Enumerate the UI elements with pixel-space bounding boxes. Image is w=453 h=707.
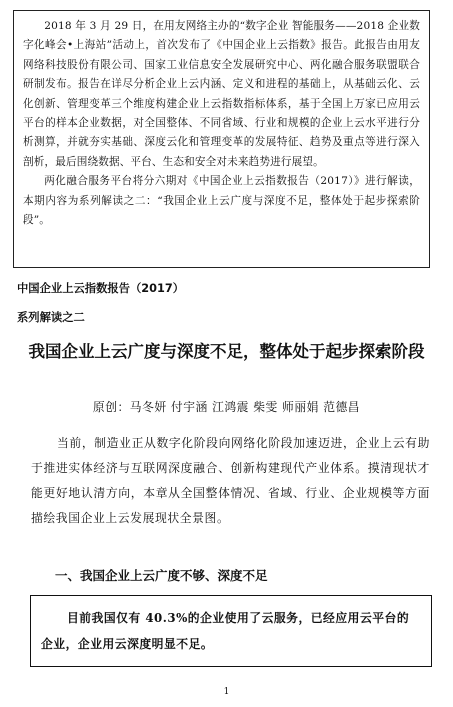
- article-title: 我国企业上云广度与深度不足，整体处于起步探索阶段: [28, 342, 425, 361]
- series-subtitle: 系列解读之二: [17, 311, 85, 324]
- intro-paragraph-2: 两化融合服务平台将分六期对《中国企业上云指数报告（2017）》进行解读，本期内容为系列解读之二：“我国企业上云广度与深度不足，整体处于起步探索阶段”。: [23, 175, 420, 227]
- intro-paragraph-1: 2018 年 3 月 29 日，在用友网络主办的“数字企业 智能服务——2018 企业数字化峰会•上海站”活动上，首次发布了《中国企业上云指数》报告。此报告由用友网络科技股份有限公司、国家工业信息安全发展研究中心、两化融合服务联盟联合研制发布。报告在详尽分析企业上云内涵、定义和进程的基础上，从基础云化、云化创新、管理变革三个维度构建企业上云指数指标体系，基于全国上万家已应用云平台的样本企业数据，对全国整体、不同省域、行业和规模的企业上云水平进行分析测算，并就夯实基础、深度云化和管理变革的发展特征、趋势及重点等进行深入剖析，最后围绕数据、平台、生态和安全对未来趋势进行展望。: [23, 20, 420, 168]
- section-heading: 一、我国企业上云广度不够、深度不足: [55, 568, 268, 583]
- page-number: 1: [223, 687, 230, 697]
- series-report-title: 中国企业上云指数报告（2017）: [17, 282, 185, 295]
- highlight-box: [30, 595, 432, 667]
- intro-box: [13, 10, 430, 268]
- article-body: 当前，制造业正从数字化阶段向网络化阶段加速迈进，企业上云有助于推进实体经济与互联网深度融合、创新构建现代产业体系。摸清现状才能更好地认清方向，本章从全国整体情况、省域、行业、企业规模等方面描绘我国企业上云发展现状全景图。: [31, 436, 430, 525]
- highlight-text: 目前我国仅有 40.3%的企业使用了云服务，已经应用云平台的企业，企业用云深度明显不足。: [41, 611, 410, 651]
- article-authors: 原创：马冬妍 付宇涵 江鸿震 柴雯 师丽娟 范德昌: [92, 400, 361, 414]
